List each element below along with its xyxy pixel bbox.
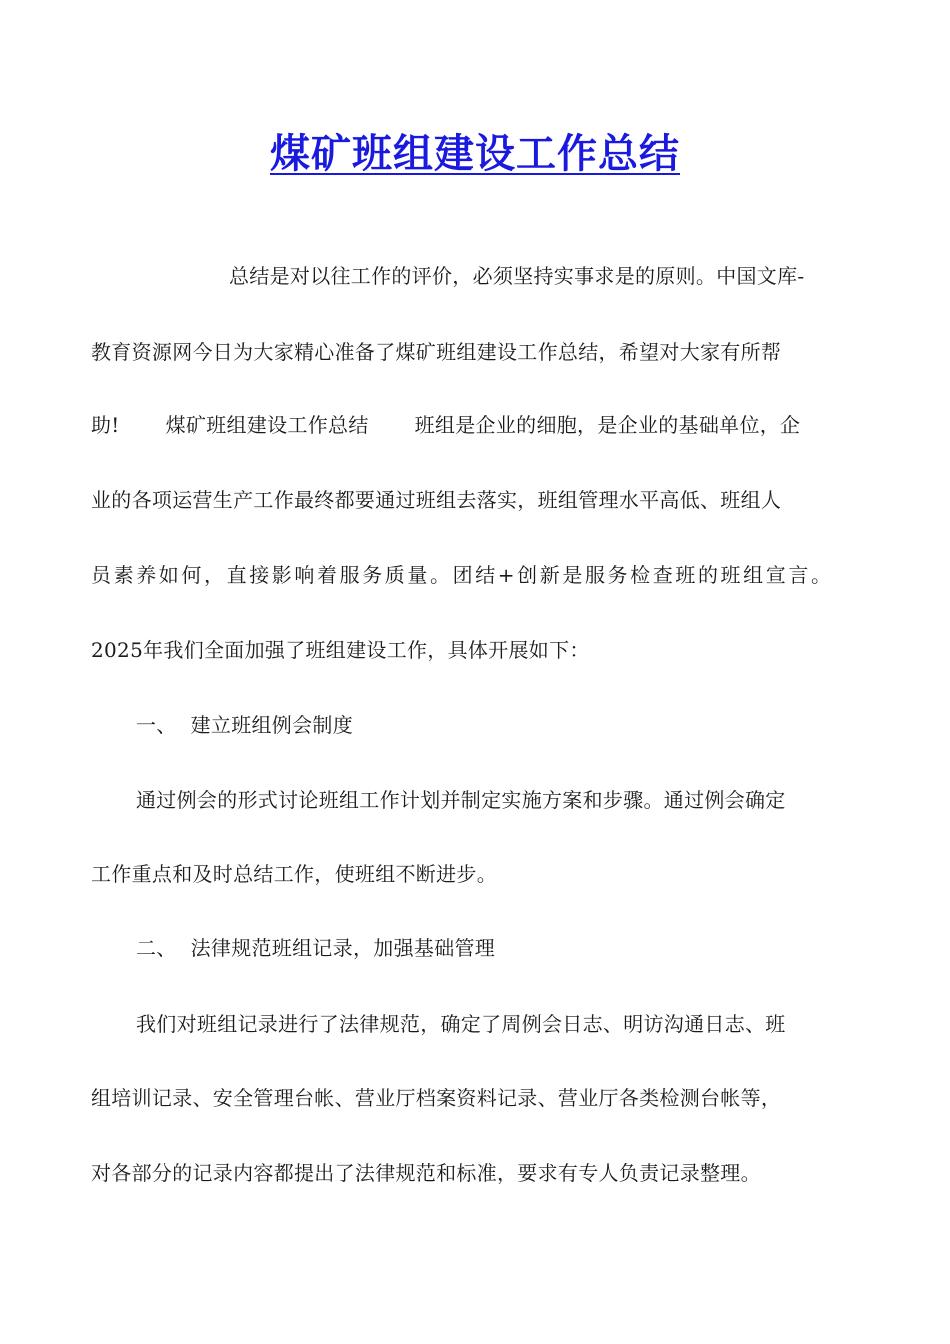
paragraph-line: 对各部分的记录内容都提出了法律规范和标准，要求有专人负责记录整理。 [91,1161,761,1185]
paragraph-line: 2025年我们全面加强了班组建设工作，具体开展如下： [91,638,590,662]
section-heading [136,711,353,739]
section-number: 一、 [136,713,177,737]
document-title: 煤矿班组建设工作总结 [270,130,680,177]
paragraph-line: 我们对班组记录进行了法律规范，确定了周例会日志、明访沟通日志、班 [136,1012,786,1036]
paragraph-line: 通过例会的形式讨论班组工作计划并制定实施方案和步骤。通过例会确定 [136,788,786,812]
paragraph-line: 总结是对以往工作的评价，必须坚持实事求是的原则。中国文库- [229,264,805,288]
paragraph-line: 员素养如何，直接影响着服务质量。团结+创新是服务检查班的班组宣言。 [91,563,834,587]
section-title: 法律规范班组记录，加强基础管理 [190,936,496,960]
paragraph-line: 业的各项运营生产工作最终都要通过班组去落实，班组管理水平高低、班组人 [91,488,782,512]
section-heading [136,934,495,962]
paragraph-line: 教育资源网今日为大家精心准备了煤矿班组建设工作总结，希望对大家有所帮 [91,340,782,364]
section-number: 二、 [136,936,177,960]
paragraph-line: 工作重点和及时总结工作，使班组不断进步。 [91,862,497,886]
paragraph-line [91,411,800,439]
section-title: 建立班组例会制度 [190,713,354,737]
text-segment: 煤矿班组建设工作总结 [165,413,369,437]
text-segment: 助! [91,413,120,437]
text-segment: 班组是企业的细胞，是企业的基础单位，企 [414,413,801,437]
paragraph-line: 组培训记录、安全管理台帐、营业厅档案资料记录、营业厅各类检测台帐等， [91,1086,782,1110]
